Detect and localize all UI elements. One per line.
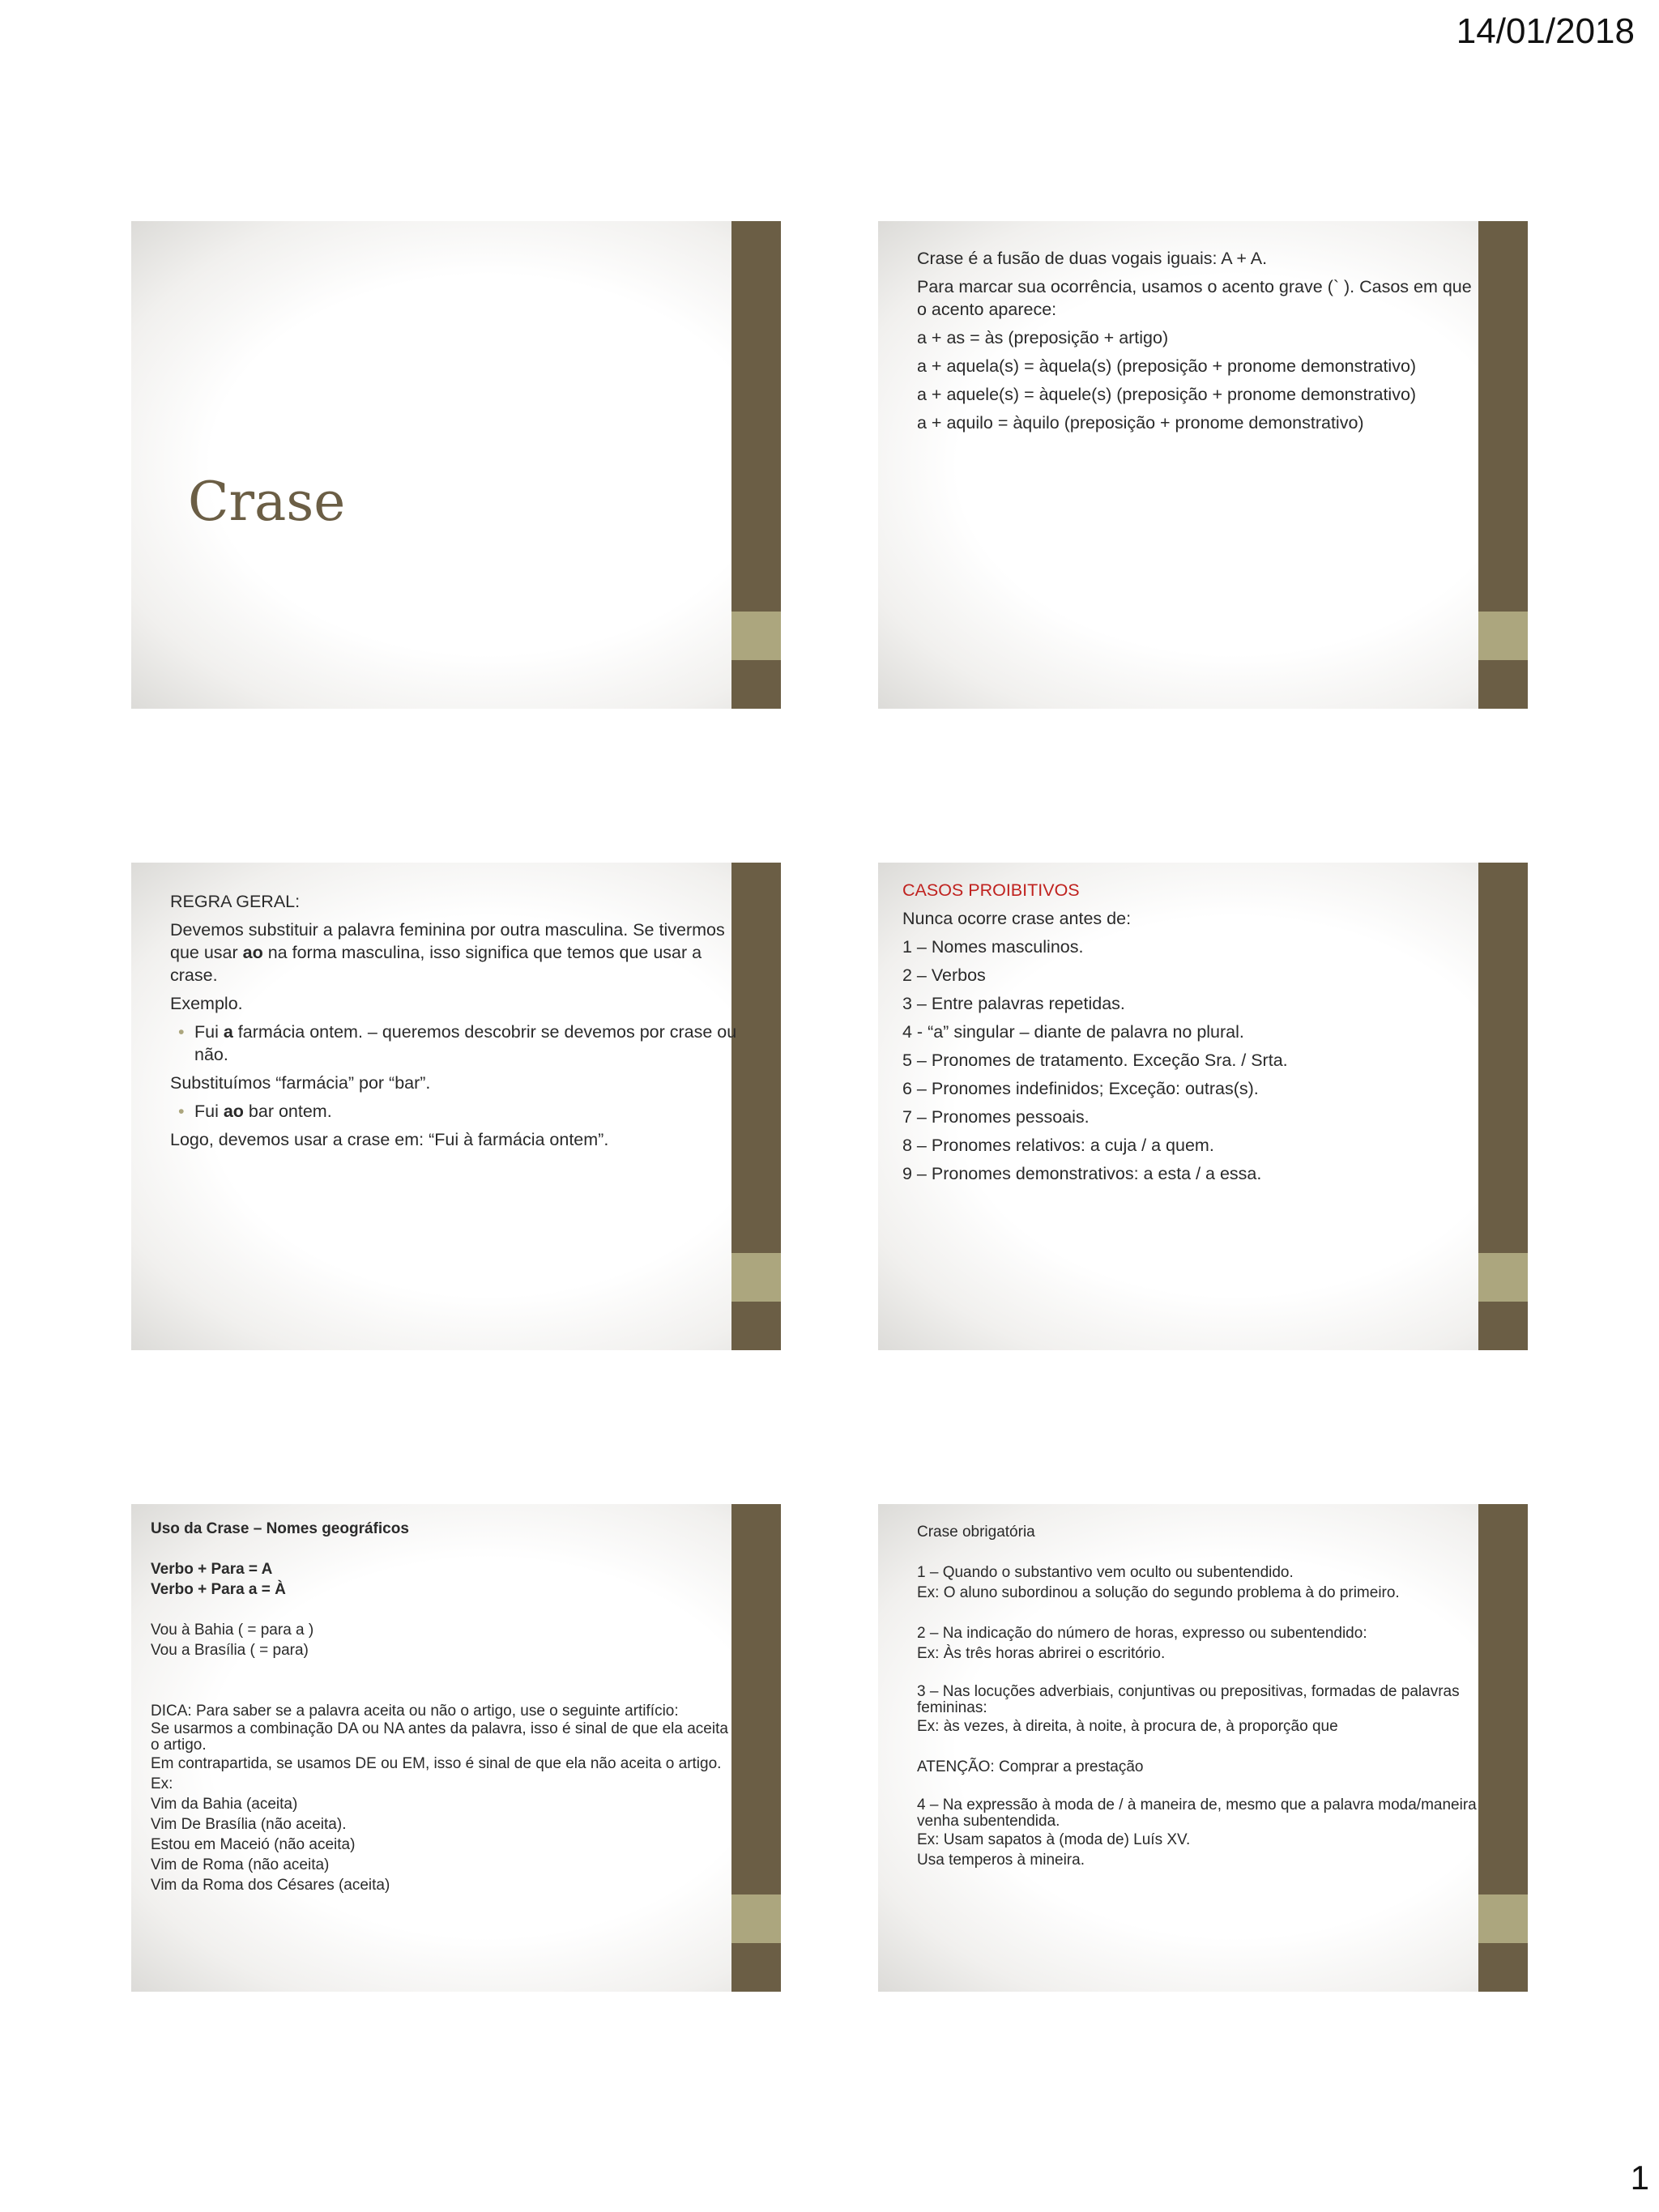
slide-sidebar-bar <box>1478 221 1528 709</box>
slide-sidebar-accent <box>1478 1894 1528 1943</box>
slide-title: Crase <box>188 471 346 533</box>
slide-sidebar-accent <box>731 1894 781 1943</box>
text-line: 3 – Entre palavras repetidas. <box>902 994 1125 1013</box>
slide-sidebar-bar <box>1478 863 1528 1350</box>
slide-body <box>917 247 1484 440</box>
text-line: Ex: às vezes, à direita, à noite, à procura de, à proporção que <box>917 1718 1338 1735</box>
slide-sidebar-accent <box>1478 612 1528 660</box>
spacer <box>151 1660 734 1681</box>
slide-body <box>151 1519 734 1895</box>
text-line: DICA: Para saber se a palavra aceita ou não o artigo, use o seguinte artifício: <box>151 1703 679 1720</box>
spacer <box>917 1603 1484 1623</box>
text-line: Substituímos “farmácia” por “bar”. <box>170 1073 431 1093</box>
spacer <box>917 1777 1484 1797</box>
text-line: ATENÇÃO: Comprar a prestação <box>917 1758 1144 1775</box>
text-line: 2 – Na indicação do número de horas, expresso ou subentendido: <box>917 1625 1367 1642</box>
slide-heading: REGRA GERAL: <box>170 892 301 911</box>
text-line: Estou em Maceió (não aceita) <box>151 1836 356 1853</box>
slide-3-general-rule <box>131 863 781 1350</box>
spacer <box>917 1664 1484 1684</box>
slide-sidebar-bar <box>731 221 781 709</box>
text-line: Vim da Bahia (aceita) <box>151 1796 298 1813</box>
text-line: a + aquela(s) = àquela(s) (preposição + pronome demonstrativo) <box>917 356 1417 376</box>
rule-line: Verbo + Para a = À <box>151 1581 286 1598</box>
text-line: Em contrapartida, se usamos DE ou EM, isso é sinal de que ela não aceita o artigo. <box>151 1755 722 1772</box>
text-line: Ex: <box>151 1775 173 1792</box>
text-line: Ex: O aluno subordinou a solução do segundo problema à do primeiro. <box>917 1584 1400 1601</box>
rule-line: Verbo + Para = A <box>151 1561 273 1578</box>
text-line: 6 – Pronomes indefinidos; Exceção: outras(s). <box>902 1079 1259 1098</box>
slide-sidebar-accent <box>1478 1253 1528 1302</box>
text-line: 4 - “a” singular – diante de palavra no plural. <box>902 1022 1244 1042</box>
slide-heading: Crase obrigatória <box>917 1524 1035 1541</box>
text-line: a + as = às (preposição + artigo) <box>917 328 1169 347</box>
slide-heading: Uso da Crase – Nomes geográficos <box>151 1520 409 1537</box>
slide-1-title <box>131 221 781 709</box>
text-line: a + aquele(s) = àquele(s) (preposição + pronome demonstrativo) <box>917 385 1417 404</box>
slide-body <box>917 1522 1484 1870</box>
bullet-item: • Fui a farmácia ontem. – queremos descobrir se devemos por crase ou não. <box>178 1022 737 1064</box>
text-line: Vou à Bahia ( = para a ) <box>151 1622 314 1639</box>
text-line: Ex: Às três horas abrirei o escritório. <box>917 1645 1166 1662</box>
text-line: 9 – Pronomes demonstrativos: a esta / a essa. <box>902 1164 1262 1183</box>
text-line: Para marcar sua ocorrência, usamos o acento grave (` ). Casos em que o acento aparece: <box>917 277 1472 319</box>
spacer <box>151 1539 734 1559</box>
text-line: Logo, devemos usar a crase em: “Fui à farmácia ontem”. <box>170 1130 609 1149</box>
bullet-item: • Fui ao bar ontem. <box>178 1102 332 1121</box>
text-paragraph: Devemos substituir a palavra feminina por outra masculina. Se tivermos que usar ao na forma masculina, isso significa que temos que usar a crase. <box>170 920 725 985</box>
text-line: 1 – Quando o substantivo vem oculto ou subentendido. <box>917 1564 1294 1581</box>
slide-body <box>170 890 737 1157</box>
text-line: Crase é a fusão de duas vogais iguais: A + A. <box>917 249 1268 268</box>
slide-body <box>902 879 1469 1191</box>
slide-heading: CASOS PROIBITIVOS <box>902 880 1080 900</box>
text-line: 5 – Pronomes de tratamento. Exceção Sra. / Srta. <box>902 1051 1288 1070</box>
bullet-icon: • <box>178 1102 185 1121</box>
text-line: Exemplo. <box>170 994 243 1013</box>
text-line: Vim De Brasília (não aceita). <box>151 1816 347 1833</box>
text-line: 4 – Na expressão à moda de / à maneira de, mesmo que a palavra moda/maneira venha subentendida. <box>917 1796 1477 1830</box>
text-line: 8 – Pronomes relativos: a cuja / a quem. <box>902 1136 1214 1155</box>
slide-sidebar-accent <box>731 1253 781 1302</box>
text-line: Vim da Roma dos Césares (aceita) <box>151 1877 390 1894</box>
text-line: 7 – Pronomes pessoais. <box>902 1107 1090 1127</box>
text-line: a + aquilo = àquilo (preposição + pronome demonstrativo) <box>917 413 1364 433</box>
text-line: Nunca ocorre crase antes de: <box>902 909 1132 928</box>
page-date: 14/01/2018 <box>1456 11 1635 51</box>
text-line: Se usarmos a combinação DA ou NA antes da palavra, isso é sinal de que ela aceita o artigo. <box>151 1720 728 1754</box>
spacer <box>917 1737 1484 1757</box>
bullet-icon: • <box>178 1022 185 1042</box>
slide-sidebar-bar <box>731 1504 781 1992</box>
text-line: Vim de Roma (não aceita) <box>151 1856 330 1873</box>
spacer <box>917 1542 1484 1562</box>
slide-sidebar-bar <box>1478 1504 1528 1992</box>
page-number: 1 <box>1630 2159 1649 2197</box>
spacer <box>151 1681 734 1701</box>
slide-sidebar-accent <box>731 612 781 660</box>
slide-6-mandatory-crase <box>878 1504 1528 1992</box>
spacer <box>151 1600 734 1620</box>
slide-5-geographic-names <box>131 1504 781 1992</box>
slide-4-prohibited-cases <box>878 863 1528 1350</box>
text-line: 2 – Verbos <box>902 965 986 985</box>
text-line: 3 – Nas locuções adverbiais, conjuntivas ou prepositivas, formadas de palavras femininas: <box>917 1683 1460 1716</box>
text-line: 1 – Nomes masculinos. <box>902 937 1084 957</box>
slide-sidebar-bar <box>731 863 781 1350</box>
slide-2-definition <box>878 221 1528 709</box>
text-line: Usa temperos à mineira. <box>917 1852 1085 1869</box>
text-line: Ex: Usam sapatos à (moda de) Luís XV. <box>917 1831 1191 1848</box>
text-line: Vou a Brasília ( = para) <box>151 1642 309 1659</box>
